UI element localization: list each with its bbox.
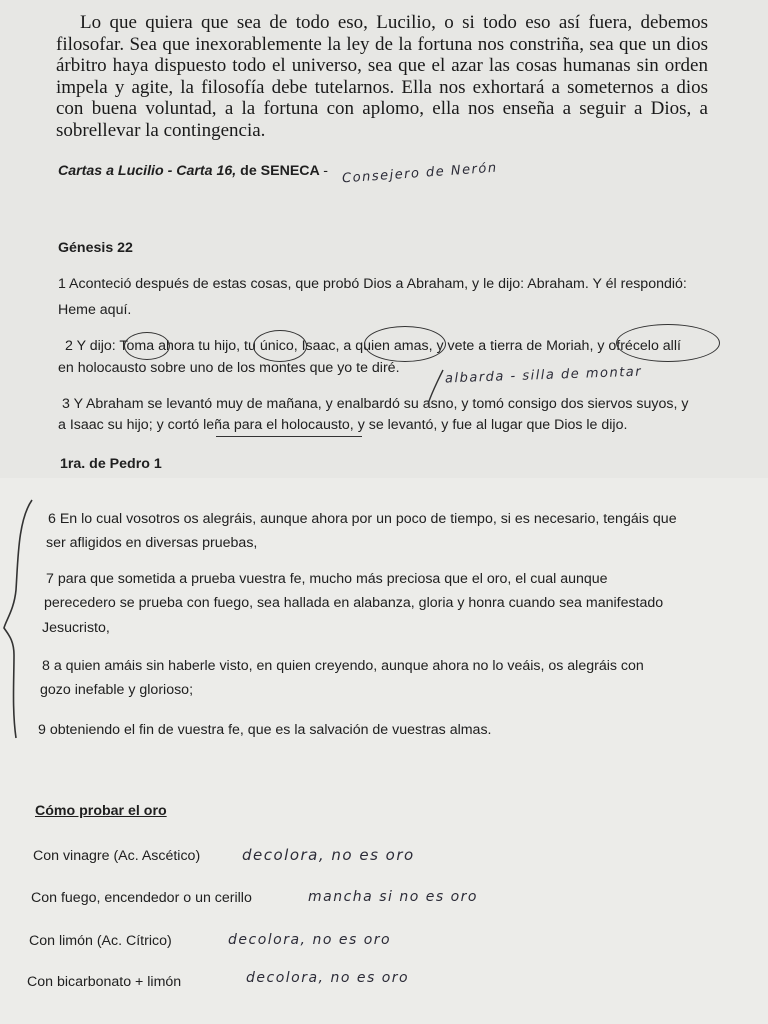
genesis-v2-line2: en holocausto sobre uno de los montes que yo te diré. bbox=[58, 360, 400, 376]
pedro-v7-line2: perecedero se prueba con fuego, sea hallada en alabanza, gloria y honra cuando sea manifestado bbox=[44, 595, 664, 611]
genesis-v1-line1: 1 Aconteció después de estas cosas, que probó Dios a Abraham, y le dijo: Abraham. Y él respondió: bbox=[58, 276, 687, 292]
citation-de: de bbox=[240, 163, 257, 179]
handwritten-note-seneca: Consejero de Nerón bbox=[341, 160, 499, 187]
pedro-v7-line1: 7 para que sometida a prueba vuestra fe, mucho más preciosa que el oro, el cual aunque bbox=[46, 571, 608, 587]
pedro-v7-line3: Jesucristo, bbox=[42, 620, 110, 636]
gold-heading: Cómo probar el oro bbox=[35, 803, 167, 819]
gold-note-2: mancha si no es oro bbox=[308, 889, 478, 905]
seneca-paragraph: Lo que quiera que sea de todo eso, Lucilio, o si todo eso así fuera, debemos filosofar. Sea que inexorablemente la ley de la fortuna nos constriña, sea que un dios árbitro haya dispuesto todo el universo, sea que el azar las cosas humanas sin orden impela y agite, la filosofía debe tutelarnos. Ella nos exhortará a someternos a dios con buena voluntad, a la fortuna con aplomo, ella nos enseña a seguir a Dios, a sobrellevar la contingencia. bbox=[56, 12, 708, 141]
genesis-v3-line1: 3 Y Abraham se levantó muy de mañana, y enalbardó su asno, y tomó consigo dos siervos suyos, y bbox=[62, 396, 689, 412]
genesis-v1-line2: Heme aquí. bbox=[58, 302, 132, 318]
citation-dash: - bbox=[323, 163, 328, 179]
citation-author: SENECA bbox=[260, 163, 320, 179]
gold-note-3: decolora, no es oro bbox=[228, 932, 392, 948]
genesis-v3-line2: a Isaac su hijo; y cortó leña para el holocausto, y se levantó, y fue al lugar que Dios le dijo. bbox=[58, 417, 628, 433]
pedro-v6-line2: ser afligidos en diversas pruebas, bbox=[46, 535, 258, 551]
gold-note-4: decolora, no es oro bbox=[246, 970, 410, 986]
genesis-v2-line1: 2 Y dijo: Toma ahora tu hijo, tu único, Isaac, a quien amas, y vete a tierra de Moriah, y ofrécelo allí bbox=[65, 338, 681, 354]
gold-method-4: Con bicarbonato + limón bbox=[27, 974, 182, 990]
gold-note-1: decolora, no es oro bbox=[242, 846, 415, 864]
pedro-v6-line1: 6 En lo cual vosotros os alegráis, aunque ahora por un poco de tiempo, si es necesario, tengáis que bbox=[48, 511, 677, 527]
pedro-v8-line2: gozo inefable y glorioso; bbox=[40, 682, 194, 698]
citation-work: Cartas a Lucilio - Carta 16, bbox=[58, 163, 237, 179]
gold-method-3: Con limón (Ac. Cítrico) bbox=[29, 933, 172, 949]
gold-method-1: Con vinagre (Ac. Ascético) bbox=[33, 848, 201, 864]
pedro-v8-line1: 8 a quien amáis sin haberle visto, en quien creyendo, aunque ahora no lo veáis, os alegráis con bbox=[42, 658, 644, 674]
pedro-v9-line1: 9 obteniendo el fin de vuestra fe, que es la salvación de vuestras almas. bbox=[38, 722, 492, 738]
genesis-heading: Génesis 22 bbox=[58, 240, 133, 256]
pedro-heading: 1ra. de Pedro 1 bbox=[60, 456, 162, 472]
handwritten-note-albarda: albarda - silla de montar bbox=[444, 364, 643, 387]
gold-method-2: Con fuego, encendedor o un cerillo bbox=[31, 890, 252, 906]
